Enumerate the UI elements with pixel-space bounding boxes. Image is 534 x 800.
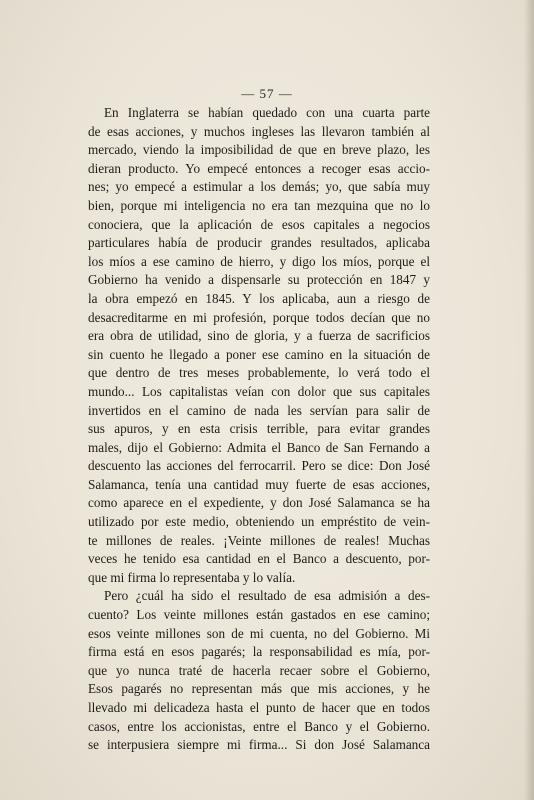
text-line: la obra empezó en 1845. Y los aplicaba, aun a riesgo de xyxy=(88,290,430,306)
text-line: descuento las acciones del ferrocarril. Pero se dice: Don José xyxy=(88,458,430,474)
text-line: de esas acciones, y muchos ingleses las llevaron también al xyxy=(88,123,430,139)
text-line: utilizado por este medio, obteniendo un empréstito de vein- xyxy=(88,514,430,530)
text-line: Pero ¿cuál ha sido el resultado de esa admisión a des- xyxy=(104,588,430,604)
page-number: — 57 — xyxy=(241,86,293,101)
text-line: los míos a ese camino de hierro, y digo los míos, porque el xyxy=(88,253,430,269)
text-line: era obra de utilidad, sino de gloria, y a fuerza de sacrificios xyxy=(88,328,430,344)
text-line: En Inglaterra se habían quedado con una cuarta parte xyxy=(104,105,430,120)
text-line: dieran producto. Yo empecé entonces a recoger esas accio- xyxy=(88,160,430,176)
text-line: bien, porque mi inteligencia no era tan mezquina que no lo xyxy=(88,197,430,213)
text-line: males, dijo el Gobierno: Admita el Banco de San Fernando a xyxy=(88,439,430,455)
text-line: mercado, viendo la imposibilidad de que en breve plazo, les xyxy=(88,142,430,158)
body-text xyxy=(88,104,430,755)
text-line: Esos pagarés no representan más que mis acciones, y he xyxy=(88,681,430,697)
text-line: mundo... Los capitalistas veían con dolor que sus capitales xyxy=(88,383,430,399)
page-edge-shadow xyxy=(524,0,534,800)
text-line: Gobierno ha venido a dispensarle su protección en 1847 y xyxy=(88,272,430,288)
text-line: sus apuros, y en esta crisis terrible, para evitar grandes xyxy=(88,421,430,437)
text-line: sin cuento he llegado a poner ese camino en la situación de xyxy=(88,346,430,362)
text-line: llevado mi delicadeza hasta el punto de hacer que en todos xyxy=(88,700,430,715)
text-line: nes; yo empecé a estimular a los demás; yo, que sabía muy xyxy=(88,179,430,195)
text-line: que dentro de tres meses probablemente, lo verá todo el xyxy=(88,365,430,381)
text-line: particulares había de producir grandes resultados, aplicaba xyxy=(88,235,430,251)
text-line: te millones de reales. ¡Veinte millones de reales! Muchas xyxy=(88,532,430,548)
text-line: cuento? Los veinte millones están gastados en ese camino; xyxy=(88,607,430,623)
text-line: esos veinte millones son de mi cuenta, no del Gobierno. Mi xyxy=(88,625,430,641)
text-line: conociera, que la aplicación de esos capitales a negocios xyxy=(88,216,430,232)
text-line: firma está en esos pagarés; la responsabilidad es mía, por- xyxy=(88,644,430,660)
text-line: desacreditarme en mi profesión, porque todos decían que no xyxy=(88,309,430,325)
text-line: como aparece en el expediente, y don José Salamanca se ha xyxy=(88,495,430,511)
text-line: veces he tenido esa cantidad en el Banco a descuento, por- xyxy=(88,551,430,567)
text-line: Salamanca, tenía una cantidad muy fuerte de esas acciones, xyxy=(88,476,430,492)
text-line: invertidos en el camino de nada les servían para salir de xyxy=(88,402,430,418)
text-line: se interpusiera siempre mi firma... Si don José Salamanca xyxy=(88,737,430,753)
text-line: que yo nunca traté de hacerla recaer sobre el Gobierno, xyxy=(88,662,430,678)
text-line: que mi firma lo representaba y lo valía. xyxy=(88,569,296,585)
text-line: casos, entre los accionistas, entre el Banco y el Gobierno. xyxy=(88,718,430,734)
